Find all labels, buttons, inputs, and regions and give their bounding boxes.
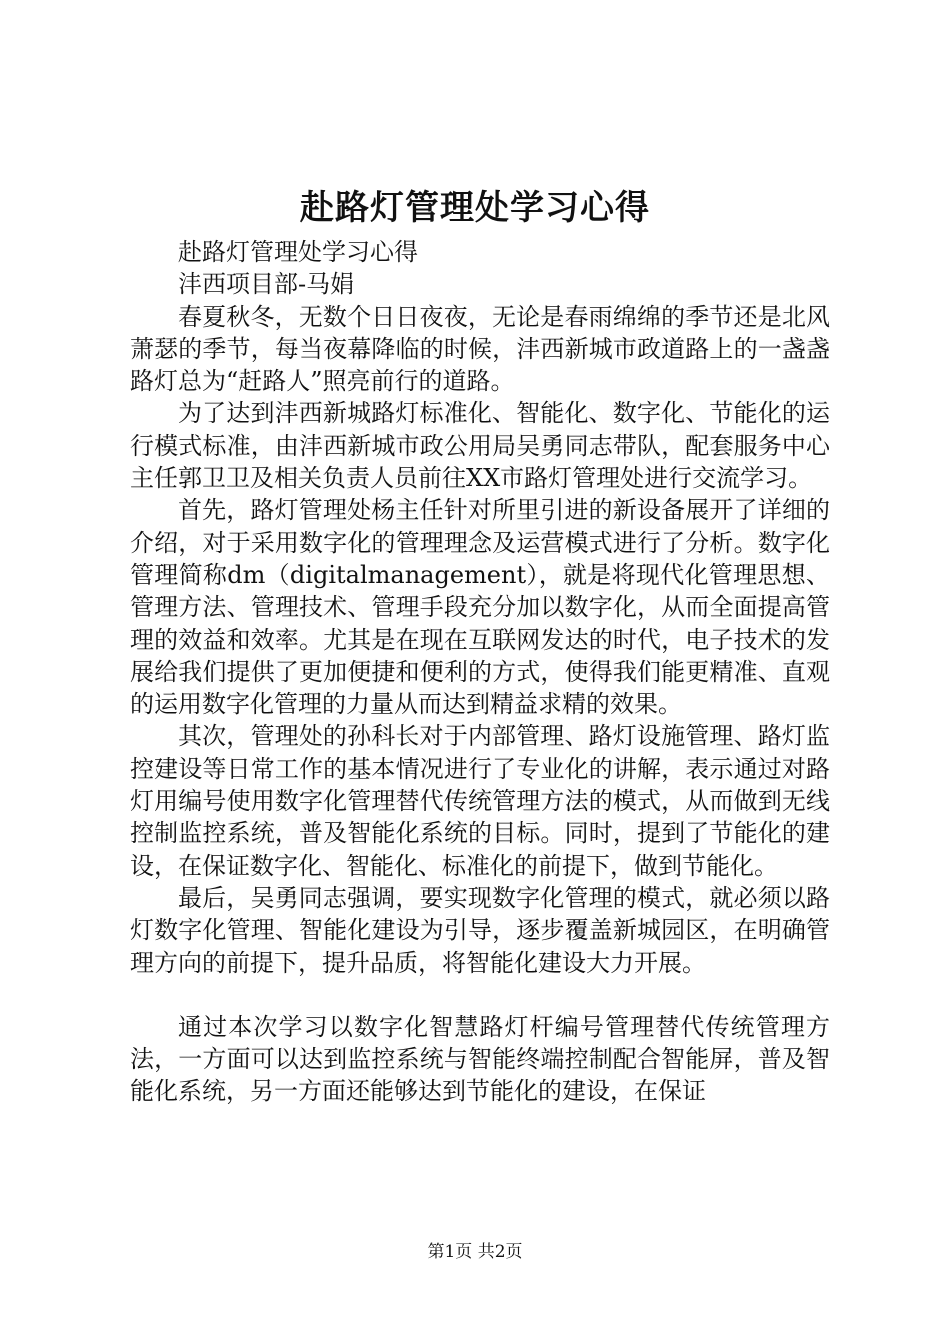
paragraph-intro: 春夏秋冬，无数个日日夜夜，无论是春雨绵绵的季节还是北风萧瑟的季节，每当夜幕降临的时候，沣西新城市政道路上的一盏盏路灯总为“赶路人”照亮前行的道路。 xyxy=(130,302,830,396)
document-title: 赴路灯管理处学习心得 xyxy=(300,188,650,228)
paragraph-second: 其次，管理处的孙科长对于内部管理、路灯设施管理、路灯监控建设等日常工作的基本情况进行了专业化的讲解，表示通过对路灯用编号使用数字化管理替代传统管理方法的模式，从而做到无线控制监控系统，普及智能化系统的目标。同时，提到了节能化的建设，在保证数字化、智能化、标准化的前提下，做到节能化。 xyxy=(130,722,830,880)
document-body xyxy=(130,236,830,1108)
paragraph-summary: 通过本次学习以数字化智慧路灯杆编号管理替代传统管理方法，一方面可以达到监控系统与智能终端控制配合智能屏，普及智能化系统，另一方面还能够达到节能化的建设，在保证 xyxy=(130,1012,830,1106)
paragraph-purpose: 为了达到沣西新城路灯标准化、智能化、数字化、节能化的运行模式标准，由沣西新城市政公用局吴勇同志带队，配套服务中心主任郭卫卫及相关负责人员前往XX市路灯管理处进行交流学习。 xyxy=(130,399,830,493)
paragraph-author: 沣西项目部-马娟 xyxy=(178,270,355,299)
paragraph-finally: 最后，吴勇同志强调，要实现数字化管理的模式，就必须以路灯数字化管理、智能化建设为引导，逐步覆盖新城园区，在明确管理方向的前提下，提升品质，将智能化建设大力开展。 xyxy=(130,883,830,977)
paragraph-subtitle: 赴路灯管理处学习心得 xyxy=(178,238,418,266)
paragraph-first: 首先，路灯管理处杨主任针对所里引进的新设备展开了详细的介绍，对于采用数字化的管理理念及运营模式进行了分析。数字化管理简称dm（digitalmanagement），就是将现代化管理思想、管理方法、管理技术、管理手段充分加以数字化，从而全面提高管理的效益和效率。尤其是在现在互联网发达的时代，电子技术的发展给我们提供了更加便捷和便利的方式，使得我们能更精准、直观的运用数字化管理的力量从而达到精益求精的效果。 xyxy=(130,496,830,719)
page-footer: 第1页 共2页 xyxy=(427,1242,523,1262)
